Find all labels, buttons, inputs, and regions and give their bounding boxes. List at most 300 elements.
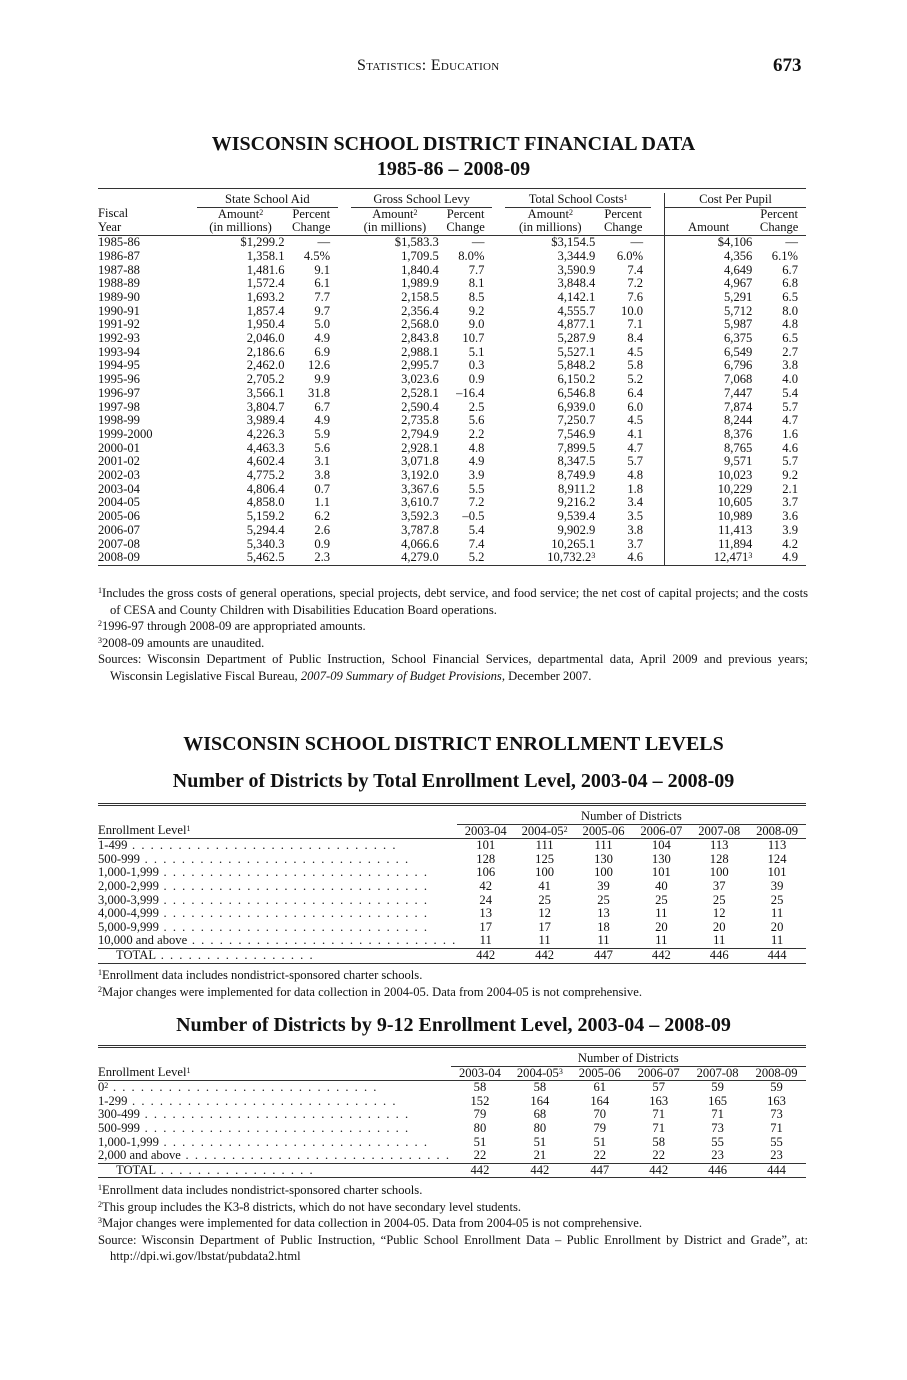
data-cell: 9.2 (782, 468, 798, 483)
district-count-cell: 106 (476, 865, 496, 880)
data-cell: 2.3 (285, 551, 339, 565)
district-count-cell: 21 (509, 1149, 570, 1163)
grade-9-12-enrollment-title: Number of Districts by 9-12 Enrollment Level, 2003-04 – 2008-09 (176, 1014, 731, 1036)
district-count-cell: 11 (655, 906, 668, 921)
district-count-cell: 39 (597, 878, 610, 893)
data-cell: 5.6 (314, 440, 331, 455)
data-cell: 5.0 (314, 317, 331, 332)
financial-row (98, 250, 806, 264)
data-cell: 2.2 (468, 426, 485, 441)
data-cell: 5,294.4 (246, 522, 285, 537)
enrollment-level-cell: 1,000-1,999 . . . . . . . . . . . . . . . . . . . . . . . . . . . . . (98, 866, 429, 880)
number-of-districts-label: Number of Districts (451, 1052, 807, 1066)
financial-row (98, 401, 806, 415)
district-count-cell: 11 (748, 934, 806, 948)
data-cell: 4,967 (664, 277, 752, 291)
district-count-cell: 42 (479, 878, 493, 893)
data-cell: 4.5 (627, 344, 644, 359)
hdr-amount: Amount$^2$ (217, 206, 264, 221)
hdr-year: Year (98, 221, 197, 235)
district-count-cell: 124 (767, 851, 787, 866)
data-cell: 5,848.2 (557, 358, 596, 373)
data-cell: 7,546.9 (557, 426, 596, 441)
data-cell: 5.4 (782, 385, 798, 400)
district-count-cell: 80 (533, 1120, 547, 1135)
year-header: 2006-07 (629, 1066, 688, 1081)
hdr-fiscal: Fiscal (98, 206, 129, 221)
data-cell: 2,843.8 (401, 331, 439, 346)
data-cell: 3,192.0 (401, 468, 439, 483)
year-header: 2007-08 (688, 1066, 747, 1081)
data-cell: 5.7 (782, 399, 798, 414)
district-count-cell: 37 (712, 878, 726, 893)
data-cell: 2,186.6 (246, 344, 285, 359)
fiscal-year-cell: 2008-09 (98, 551, 197, 565)
district-count-cell: 11 (632, 934, 690, 948)
data-cell: 4.7 (782, 413, 798, 428)
data-cell: 9.7 (314, 303, 331, 318)
data-cell: 1,481.6 (246, 262, 285, 277)
fiscal-year-cell: 1989-90 (98, 289, 140, 304)
fiscal-year-cell: 1988-89 (98, 276, 140, 291)
data-cell: $4,106 (664, 236, 752, 250)
data-cell: 5.5 (468, 481, 485, 496)
financial-row (98, 469, 806, 483)
hdr-amount: Amount$^2$ (372, 206, 418, 221)
data-cell: 5.9 (314, 426, 331, 441)
data-cell: 3.9 (782, 522, 798, 537)
fiscal-year-cell: 1999-2000 (98, 426, 153, 441)
district-count-cell: 61 (593, 1080, 607, 1095)
data-cell: 6,796 (664, 359, 752, 373)
total-label: TOTAL . . . . . . . . . . . . . . . . . (98, 948, 457, 963)
district-count-cell: 152 (470, 1093, 490, 1108)
total-cell: 446 (690, 948, 748, 963)
data-cell: 4,356 (664, 250, 752, 264)
year-header: 2005-06 (570, 1066, 629, 1081)
financial-notes (98, 585, 808, 685)
district-count-cell: 100 (594, 865, 613, 880)
data-cell: — (317, 235, 331, 250)
data-cell: $3,154.5 (551, 235, 596, 250)
data-cell: 8.0% (458, 248, 485, 263)
data-cell: 2.5 (468, 399, 485, 414)
data-cell: 3.5 (627, 509, 644, 524)
data-cell: 4.8 (782, 317, 798, 332)
hdr-in-millions: (in millions) (197, 221, 285, 235)
enrollment-row (98, 839, 806, 853)
hdr-percent: Percent (760, 206, 799, 221)
data-cell: 1.1 (314, 495, 331, 510)
data-cell: 4,226.3 (246, 426, 285, 441)
data-cell: 4,775.2 (246, 468, 285, 483)
data-cell: 4.9 (314, 413, 331, 428)
grade-9-12-enrollment-rows (98, 1081, 806, 1164)
total-enrollment-table (98, 803, 806, 964)
data-cell: 4,066.6 (401, 536, 439, 551)
data-cell: 6.4 (627, 385, 644, 400)
financial-row (98, 236, 806, 250)
data-cell: 3.7 (782, 495, 798, 510)
total-cell: 442 (509, 1163, 570, 1178)
data-cell: 0.9 (314, 536, 331, 551)
data-cell: 9.1 (314, 262, 331, 277)
enrollment-row (98, 934, 806, 948)
enrollment-row (98, 1136, 806, 1150)
data-cell: 6.1 (314, 276, 331, 291)
grade-9-12-enrollment-notes (98, 1182, 808, 1265)
total-cell: 444 (748, 948, 806, 963)
district-count-cell: 58 (652, 1134, 665, 1149)
data-cell: 7.4 (627, 262, 644, 277)
data-cell: 6,150.2 (557, 372, 596, 387)
grade-9-12-enrollment-grid (98, 1052, 806, 1178)
financial-table (98, 188, 806, 566)
hdr-change: Change (285, 221, 339, 235)
district-count-cell: 73 (770, 1107, 783, 1122)
total-row (98, 1163, 806, 1178)
fiscal-year-cell: 1993-94 (98, 344, 140, 359)
data-cell: 3,367.6 (401, 481, 439, 496)
data-cell: 6.8 (782, 276, 798, 291)
data-cell: 8,749.9 (557, 468, 596, 483)
enrollment-row (98, 1108, 806, 1122)
district-count-cell: 130 (594, 851, 613, 866)
data-cell: 8,911.2 (558, 481, 596, 496)
data-cell: 3.1 (314, 454, 331, 469)
data-cell: 3.8 (314, 468, 331, 483)
year-header: $2004-05^2$ (515, 824, 575, 839)
total-enrollment-grid (98, 810, 806, 964)
district-count-cell: 13 (479, 906, 493, 921)
data-cell: 5,287.9 (557, 331, 596, 346)
data-cell: 3,848.4 (557, 276, 596, 291)
financial-rows (98, 236, 806, 566)
data-cell: 7.1 (627, 317, 644, 332)
district-count-cell: 20 (770, 919, 784, 934)
year-header: 2003-04 (451, 1066, 510, 1081)
data-cell: 8.1 (468, 276, 485, 291)
hdr-amount-plain: Amount (664, 221, 752, 235)
data-cell: 7,447 (664, 387, 752, 401)
data-cell: 5.2 (439, 551, 493, 565)
data-cell: 5.4 (468, 522, 485, 537)
data-cell: 6.0% (616, 248, 644, 263)
data-cell: 3,071.8 (401, 454, 439, 469)
data-cell: 10,605 (664, 496, 752, 510)
data-cell: 8,765 (664, 442, 752, 456)
data-cell: 4,858.0 (246, 495, 285, 510)
data-cell: 3,592.3 (401, 509, 439, 524)
data-cell: — (785, 235, 798, 250)
hdr-amount: Amount$^2$ (527, 206, 573, 221)
district-count-cell: 22 (629, 1149, 688, 1163)
data-cell: 8,347.5 (557, 454, 596, 469)
district-count-cell: 100 (709, 865, 729, 880)
year-header: 2006-07 (632, 824, 690, 839)
data-cell: 2,735.8 (401, 413, 439, 428)
data-cell: 4,463.3 (246, 440, 285, 455)
hdr-percent: Percent (604, 206, 643, 221)
financial-row (98, 332, 806, 346)
data-cell: 4.9 (752, 551, 806, 565)
district-count-cell: 128 (476, 851, 496, 866)
data-cell: 9.2 (468, 303, 485, 318)
data-cell: 4,806.4 (246, 481, 285, 496)
district-count-cell: 40 (655, 878, 668, 893)
district-count-cell: 79 (593, 1120, 607, 1135)
group-cost-per-pupil: Cost Per Pupil (664, 193, 806, 207)
district-count-cell: 51 (473, 1134, 487, 1149)
fiscal-year-cell: 2000-01 (98, 440, 140, 455)
data-cell: 2.1 (782, 481, 798, 496)
data-cell: 8.4 (627, 331, 644, 346)
district-count-cell: 128 (709, 851, 729, 866)
data-cell: 4.9 (314, 331, 331, 346)
district-count-cell: 23 (747, 1149, 806, 1163)
district-count-cell: 11 (515, 934, 575, 948)
financial-row (98, 277, 806, 291)
enrollment-row (98, 907, 806, 921)
data-cell: 2,995.7 (401, 358, 439, 373)
district-count-cell: 25 (712, 892, 726, 907)
data-cell: 9,216.2 (557, 495, 596, 510)
district-count-cell: 41 (538, 878, 551, 893)
hdr-in-millions: (in millions) (351, 221, 439, 235)
data-cell: 4.5 (627, 413, 644, 428)
total-cell: 444 (747, 1163, 806, 1178)
data-cell: 7.2 (627, 276, 644, 291)
data-cell: 6,549 (664, 346, 752, 360)
district-count-cell: 111 (535, 838, 554, 853)
footnote-2: $^2$Major changes were implemented for data collection in 2004-05. Data from 2004-05 is not comprehensive. (98, 984, 642, 999)
data-cell: 3.9 (468, 468, 485, 483)
data-cell: 3,344.9 (557, 248, 596, 263)
data-cell: 3,787.8 (401, 522, 439, 537)
data-cell: 3.4 (627, 495, 644, 510)
data-cell: 3,566.1 (246, 385, 285, 400)
data-cell: 4,877.1 (557, 317, 596, 332)
data-cell: 2.7 (782, 344, 798, 359)
district-count-cell: 11 (457, 934, 515, 948)
data-cell: 2,928.1 (401, 440, 439, 455)
district-count-cell: 17 (538, 919, 551, 934)
enrollment-level-cell: 2,000-2,999 . . . . . . . . . . . . . . . . . . . . . . . . . . . . . (98, 879, 429, 893)
financial-row (98, 442, 806, 456)
data-cell: 6,375 (664, 332, 752, 346)
hdr-change: Change (595, 221, 651, 235)
financial-row (98, 510, 806, 524)
data-cell: 1,709.5 (401, 248, 439, 263)
district-count-cell: 79 (473, 1107, 487, 1122)
data-cell: 5.2 (627, 372, 644, 387)
data-cell: 2,988.1 (401, 344, 439, 359)
hdr-change: Change (439, 221, 493, 235)
data-cell: 8,376 (664, 428, 752, 442)
district-count-cell: 71 (652, 1107, 665, 1122)
enrollment-level-cell: 4,000-4,999 . . . . . . . . . . . . . . . . . . . . . . . . . . . . . (98, 907, 429, 921)
district-count-cell: 25 (538, 892, 551, 907)
fiscal-year-cell: 1996-97 (98, 385, 140, 400)
district-count-cell: 20 (655, 919, 668, 934)
fiscal-year-cell: 1992-93 (98, 331, 140, 346)
data-cell: — (630, 235, 644, 250)
fiscal-year-cell: 1987-88 (98, 262, 140, 277)
data-cell: 2,046.0 (246, 331, 285, 346)
total-cell: 442 (632, 948, 690, 963)
data-cell: 4.0 (782, 372, 798, 387)
data-cell: 9,571 (664, 455, 752, 469)
data-cell: 2,356.4 (401, 303, 439, 318)
page-number: 673 (773, 55, 802, 76)
district-count-cell: 71 (711, 1107, 724, 1122)
district-count-cell: 20 (712, 919, 726, 934)
table-double-rule (98, 1045, 806, 1052)
group-state-school-aid: State School Aid (197, 193, 338, 207)
data-cell: 1,989.9 (401, 276, 439, 291)
total-cell: 447 (575, 948, 633, 963)
data-cell: 7,899.5 (557, 440, 596, 455)
district-count-cell: 113 (710, 838, 729, 853)
data-cell: 7,874 (664, 401, 752, 415)
total-enrollment-title: Number of Districts by Total Enrollment Level, 2003-04 – 2008-09 (172, 770, 735, 792)
data-cell: 2.6 (314, 522, 331, 537)
data-cell: $1,583.3 (394, 235, 439, 250)
total-cell: 447 (570, 1163, 629, 1178)
data-cell: 5.7 (782, 454, 798, 469)
data-cell: 7.7 (314, 289, 331, 304)
financial-row (98, 414, 806, 428)
district-count-cell: 23 (688, 1149, 747, 1163)
data-cell: 2,568.0 (401, 317, 439, 332)
data-cell: 6.5 (782, 331, 798, 346)
total-row (98, 948, 806, 963)
total-cell: 442 (629, 1163, 688, 1178)
data-cell: 10.7 (462, 331, 485, 346)
district-count-cell: 51 (533, 1134, 547, 1149)
footnote-2: $^2$This group includes the K3-8 districts, which do not have secondary level students. (98, 1199, 522, 1214)
district-count-cell: 163 (649, 1093, 669, 1108)
data-cell: 3,023.6 (401, 372, 439, 387)
data-cell: 4,279.0 (351, 551, 439, 565)
enrollment-level-cell: 10,000 and above . . . . . . . . . . . . . . . . . . . . . . . . . . . . . (98, 934, 457, 948)
year-header: $2004-05^3$ (509, 1066, 570, 1081)
financial-row (98, 551, 806, 565)
fiscal-year-cell: 1998-99 (98, 413, 140, 428)
fiscal-year-cell: 1986-87 (98, 248, 140, 263)
data-cell: 6,546.8 (557, 385, 596, 400)
year-header: 2007-08 (690, 824, 748, 839)
data-cell: 6.5 (782, 289, 798, 304)
fiscal-year-cell: 2003-04 (98, 481, 140, 496)
district-count-cell: 57 (652, 1080, 665, 1095)
data-cell: 8.5 (468, 289, 485, 304)
fiscal-year-cell: 2005-06 (98, 509, 140, 524)
footnote-1: $^1$Includes the gross costs of general operations, special projects, debt service, and food service; the net cost of capital projects; and the costs of CESA and County Children with Disabilities Education Board operations. (98, 586, 808, 617)
fiscal-year-cell: 1997-98 (98, 399, 140, 414)
financial-row (98, 483, 806, 497)
data-cell: 3,610.7 (401, 495, 439, 510)
enrollment-row (98, 1081, 806, 1095)
data-cell: 1,693.2 (246, 289, 285, 304)
district-count-cell: 163 (767, 1093, 786, 1108)
enrollment-level-cell: $0^2$ . . . . . . . . . . . . . . . . . . . . . . . . . . . . . (98, 1080, 378, 1095)
data-cell: 9,539.4 (557, 509, 596, 524)
district-count-cell: 104 (651, 838, 671, 853)
district-count-cell: 25 (770, 892, 784, 907)
data-cell: 10,732.2$^3$ (505, 551, 595, 565)
data-cell: 2,528.1 (401, 385, 439, 400)
data-cell: 5,291 (664, 291, 752, 305)
district-count-cell: 164 (530, 1093, 550, 1108)
data-cell: 1,857.4 (246, 303, 285, 318)
data-cell: 5,340.3 (246, 536, 285, 551)
data-cell: 4.2 (782, 536, 798, 551)
financial-subtitle: 1985-86 – 2008-09 (376, 158, 531, 180)
enrollment-level-cell: 500-999 . . . . . . . . . . . . . . . . . . . . . . . . . . . . . (98, 852, 410, 866)
data-cell: 2,462.0 (246, 358, 285, 373)
data-cell: 31.8 (308, 385, 331, 400)
district-count-cell: 12 (538, 906, 551, 921)
district-count-cell: 73 (711, 1120, 724, 1135)
district-count-cell: 12 (712, 906, 726, 921)
data-cell: 7.2 (468, 495, 485, 510)
district-count-cell: 71 (652, 1120, 665, 1135)
enrollment-row (98, 921, 806, 935)
data-cell: 4,649 (664, 264, 752, 278)
fiscal-year-cell: 2002-03 (98, 468, 140, 483)
hdr-percent: Percent (446, 206, 485, 221)
district-count-cell: 11 (690, 934, 748, 948)
data-cell: 3,590.9 (557, 262, 596, 277)
district-count-cell: 113 (767, 838, 787, 853)
data-cell: 7.4 (468, 536, 485, 551)
total-label: TOTAL . . . . . . . . . . . . . . . . . (98, 1163, 451, 1178)
enrollment-title: WISCONSIN SCHOOL DISTRICT ENROLLMENT LEVELS (183, 733, 724, 755)
enrollment-row (98, 894, 806, 908)
total-enrollment-rows (98, 839, 806, 949)
financial-row (98, 496, 806, 510)
district-count-cell: 125 (535, 851, 555, 866)
enrollment-row (98, 1149, 806, 1163)
data-cell: 10.0 (621, 303, 644, 318)
district-count-cell: 58 (533, 1080, 547, 1095)
data-cell: –16.4 (456, 385, 485, 400)
district-count-cell: 130 (651, 851, 671, 866)
district-count-cell: 11 (575, 934, 633, 948)
total-cell: 442 (515, 948, 575, 963)
enrollment-level-cell: 1-499 . . . . . . . . . . . . . . . . . . . . . . . . . . . . . (98, 838, 397, 853)
data-cell: 6.7 (782, 262, 798, 277)
district-count-cell: 17 (479, 919, 493, 934)
data-cell: 0.9 (468, 372, 485, 387)
financial-row (98, 346, 806, 360)
table-double-rule (98, 803, 806, 810)
fiscal-year-cell: 2004-05 (98, 495, 140, 510)
data-cell: 1,358.1 (246, 248, 285, 263)
data-cell: 4.8 (627, 468, 644, 483)
data-cell: 1,840.4 (401, 262, 439, 277)
group-gross-school-levy: Gross School Levy (351, 193, 492, 207)
fiscal-year-cell: 1995-96 (98, 372, 140, 387)
enrollment-level-cell: 5,000-9,999 . . . . . . . . . . . . . . . . . . . . . . . . . . . . . (98, 920, 429, 934)
data-cell: 4,555.7 (557, 303, 596, 318)
data-cell: 10,989 (664, 510, 752, 524)
total-cell: 442 (451, 1163, 510, 1178)
data-cell: 5,712 (664, 305, 752, 319)
financial-row (98, 455, 806, 469)
financial-row (98, 373, 806, 387)
